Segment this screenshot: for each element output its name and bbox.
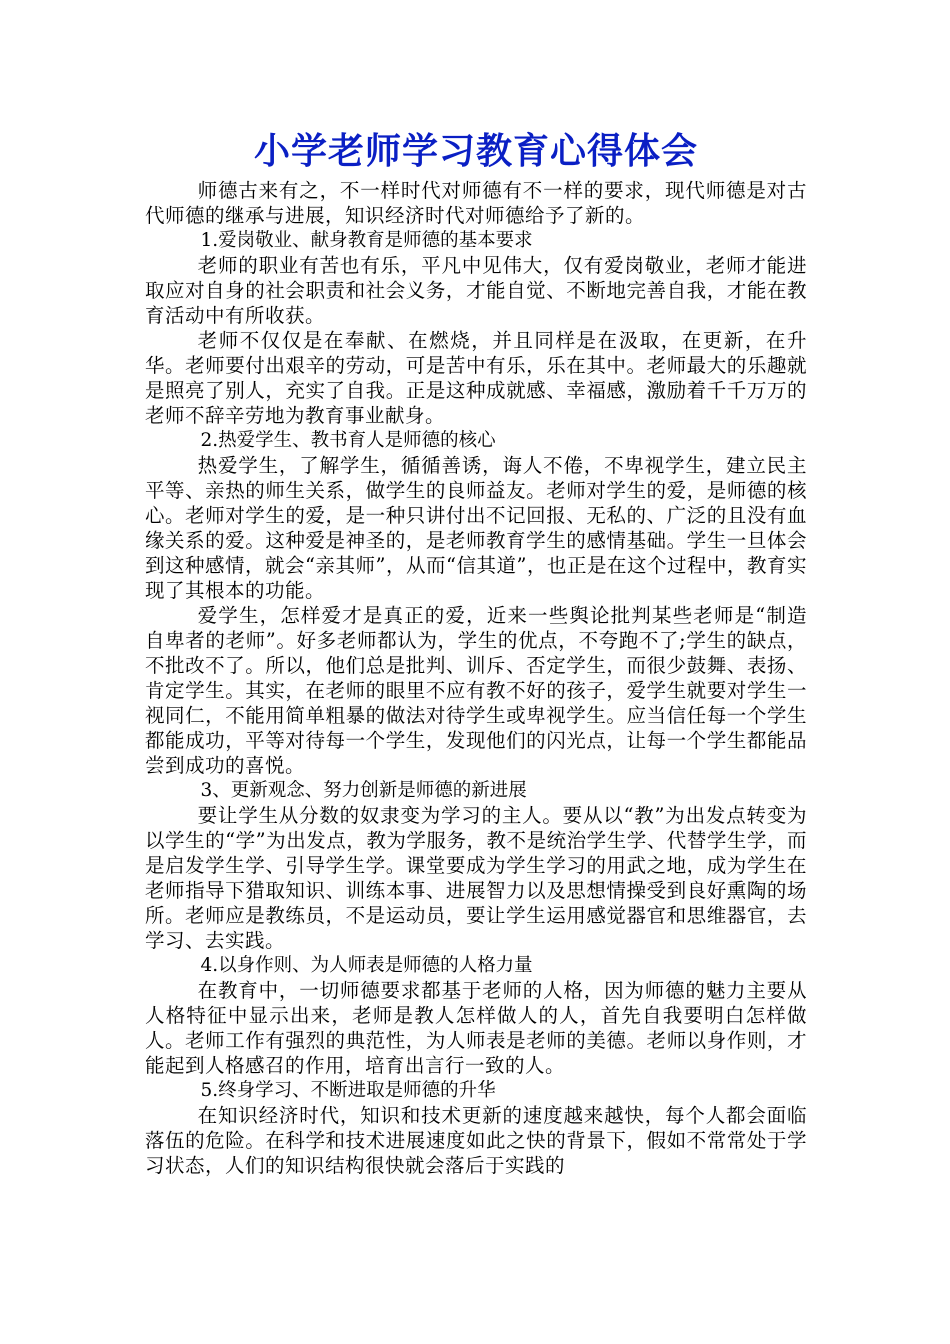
document-title: 小学老师学习教育心得体会	[253, 130, 698, 172]
section-4-paragraph-1: 在教育中，一切师德要求都基于老师的人格，因为师德的魅力主要从人格特征中显示出来，老师是教人怎样做人的人，首先自我要明白怎样做人。老师工作有强烈的典范性，为人师表是老师的美德。老师以身作则，才能起到人格感召的作用，培育出言行一致的人。	[145, 979, 807, 1077]
section-2-paragraph-2: 爱学生，怎样爱才是真正的爱，近来一些舆论批判某些老师是“制造自卑者的老师”。好多老师都认为，学生的优点，不夸跑不了;学生的缺点，不批改不了。所以，他们总是批判、训斥、否定学生，而很少鼓舞、表扬、肯定学生。其实，在老师的眼里不应有教不好的孩子，爱学生就要对学生一视同仁，不能用简单粗暴的做法对待学生或卑视学生。应当信任每一个学生都能成功，平等对待每一个学生，发现他们的闪光点，让每一个学生都能品尝到成功的喜悦。	[145, 604, 807, 777]
section-2-paragraph-1: 热爱学生，了解学生，循循善诱，诲人不倦，不卑视学生，建立民主平等、亲热的师生关系，做学生的良师益友。老师对学生的爱，是师德的核心。老师对学生的爱，是一种只讲付出不记回报、无私的、广泛的且没有血缘关系的爱。这种爱是神圣的，是老师教育学生的感情基础。学生一旦体会到这种感情，就会“亲其师”，从而“信其道”，也正是在这个过程中，教育实现了其根本的功能。	[145, 454, 807, 602]
section-3-paragraph-1: 要让学生从分数的奴隶变为学习的主人。要从以“教”为出发点转变为以学生的“学”为出发点，教为学服务，教不是统治学生学、代替学生学，而是启发学生学、引导学生学。课堂要成为学生学习的用武之地，成为学生在老师指导下猎取知识、训练本事、进展智力以及思想情操受到良好熏陶的场所。老师应是教练员，不是运动员，要让学生运用感觉器官和思维器官，去学习、去实践。	[145, 804, 807, 952]
section-5-paragraph-1: 在知识经济时代，知识和技术更新的速度越来越快，每个人都会面临落伍的危险。在科学和技术进展速度如此之快的背景下，假如不常常处于学习状态，人们的知识结构很快就会落后于实践的	[145, 1104, 807, 1177]
document-page	[145, 128, 807, 1178]
section-4-heading: 4.以身作则、为人师表是师德的人格力量	[200, 955, 533, 976]
section-3-heading: 3、更新观念、努力创新是师德的新进展	[200, 780, 527, 801]
section-1-heading: 1.爱岗敬业、献身教育是师德的基本要求	[200, 230, 533, 251]
section-1-paragraph-2: 老师不仅仅是在奉献、在燃烧，并且同样是在汲取，在更新，在升华。老师要付出艰辛的劳动，可是苦中有乐，乐在其中。老师最大的乐趣就是照亮了别人，充实了自我。正是这种成就感、幸福感，激励着千千万万的老师不辞辛劳地为教育事业献身。	[145, 329, 807, 427]
intro-paragraph: 师德古来有之，不一样时代对师德有不一样的要求，现代师德是对古代师德的继承与进展，知识经济时代对师德给予了新的。	[145, 179, 807, 227]
section-1-paragraph-1: 老师的职业有苦也有乐，平凡中见伟大，仅有爱岗敬业，老师才能进取应对自身的社会职责和社会义务，才能自觉、不断地完善自我，才能在教育活动中有所收获。	[145, 254, 807, 327]
section-5-heading: 5.终身学习、不断进取是师德的升华	[200, 1080, 496, 1101]
section-2-heading: 2.热爱学生、教书育人是师德的核心	[200, 430, 496, 451]
